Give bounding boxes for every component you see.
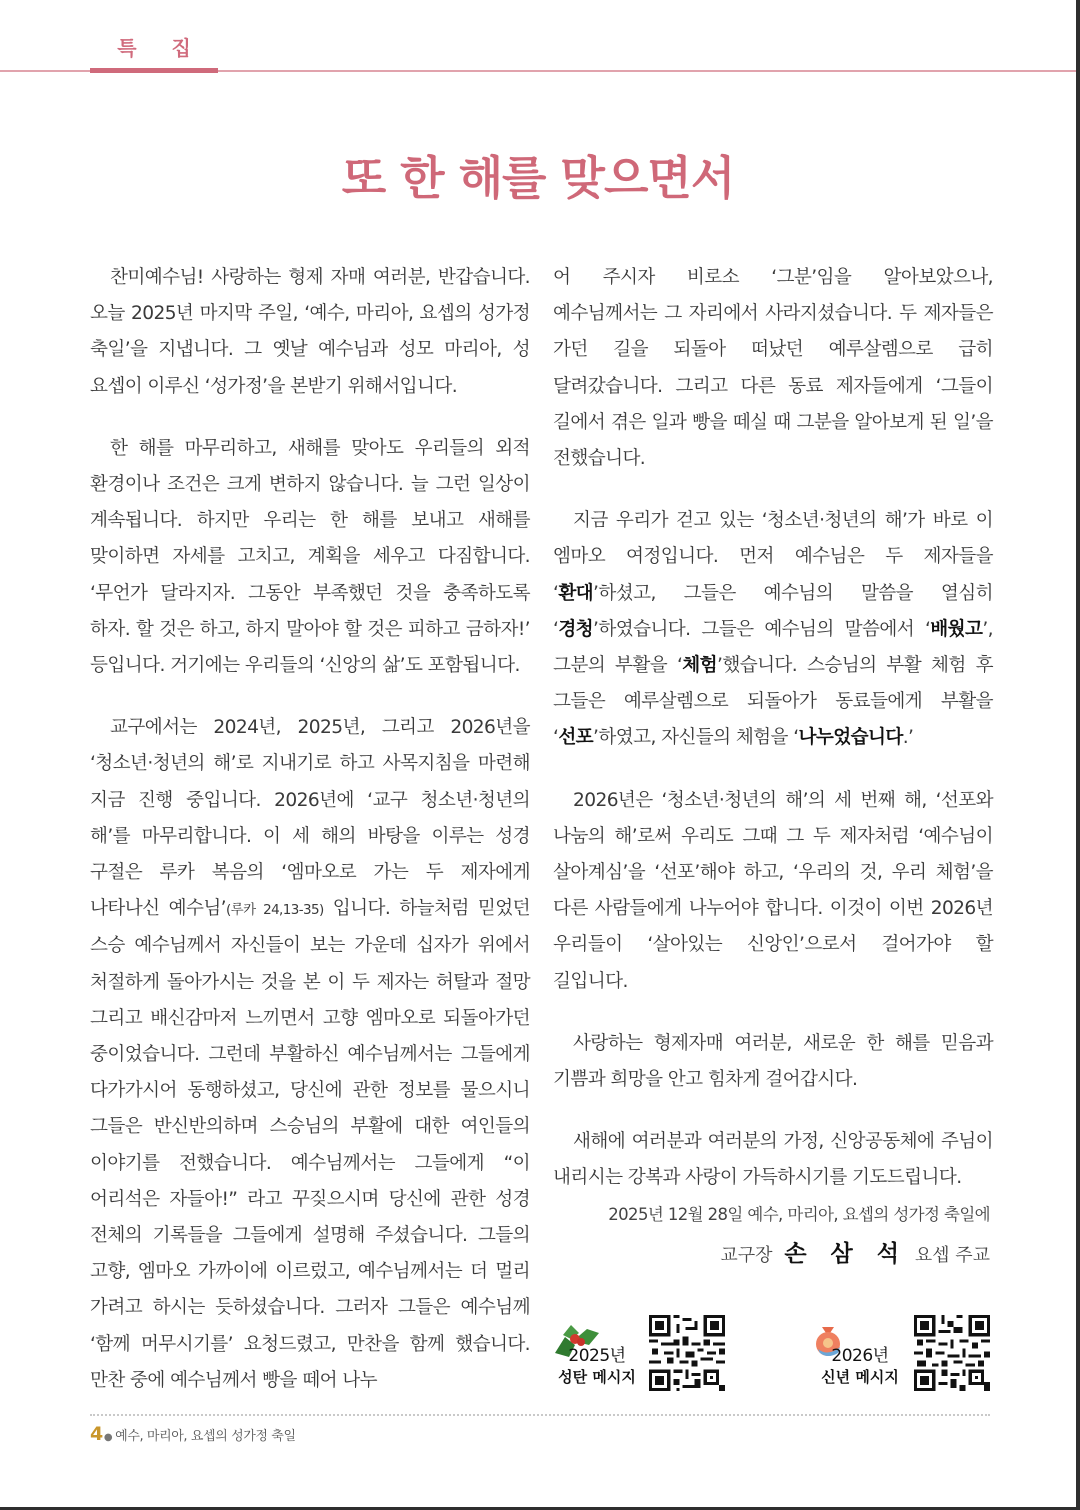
qr-year: 2025년 xyxy=(568,1346,626,1366)
signature-block xyxy=(553,1200,990,1276)
paragraph-text: 지금 우리가 걷고 있는 ‘청소년·청년의 해’가 바로 이 엠마오 여정입니다. 먼저 예수님은 두 제자들을 ‘ xyxy=(553,510,993,604)
qr-year: 2026년 xyxy=(831,1346,889,1366)
running-title: 예수, 마리아, 요셉의 성가정 축일 xyxy=(115,1429,296,1444)
signature-date: 2025년 12월 28일 예수, 마리아, 요셉의 성가정 축일에 xyxy=(608,1205,990,1224)
footer-rule xyxy=(90,1414,990,1416)
signature-title: 교구장 xyxy=(720,1245,773,1266)
paragraph-text: ’하셨고, 그들은 예수님의 말씀을 열심히 ‘ xyxy=(553,582,993,640)
paragraph-text: ’하였고, 자신들의 체험을 ‘ xyxy=(593,727,799,749)
qr-caption: 성탄 메시지 xyxy=(558,1368,636,1386)
paragraph: 어 주시자 비로소 ‘그분’임을 알아보았으나, 예수님께서는 그 자리에서 사라지셨습니다. 두 제자들은 가던 길을 되돌아 떠났던 예루살렘으로 급히 달려갔습니다. 그리고 다른 동료 제자들에게 ‘그들이 길에서 겪은 일과 빵을 떼실 때 그분을 알아보게 된 일’을 전했습니다. xyxy=(553,267,993,470)
right-column xyxy=(553,260,993,1223)
header-rule-accent xyxy=(90,68,218,73)
qr-code-icon[interactable] xyxy=(914,1315,990,1391)
qr-code-icon[interactable] xyxy=(649,1315,725,1391)
paragraph-text: 입니다. 하늘처럼 믿었던 스승 예수님께서 자신들이 보는 가운데 십자가 위에서 처절하게 돌아가시는 것을 본 이 두 제자는 허탈과 절망 그리고 배신감마저 느끼면서 고향 엠마오로 되돌아가던 중이었습니다. 그런데 부활하신 예수님께서는 그들에게 다가가시어 동행하셨고, 당신에 관한 정보를 물으시니 그들은 반신반의하며 스승님의 부활에 대한 여인들의 이야기를 전했습니다. 예수님께서는 그들에게 “이 어리석은 자들아!” 라고 꾸짖으시며 당신에 관한 성경 전체의 기록들을 그들에게 설명해 주셨습니다. 그들의 고향, 엠마오 가까이에 이르렀고, 예수님께서는 더 멀리 가려고 하시는 듯하셨습니다. 그러자 그들은 예수님께 ‘함께 머무시기를’ 요청드렸고, 만찬을 함께 했습니다. 만찬 중에 예수님께서 빵을 떼어 나누 xyxy=(90,898,531,1391)
article-title: 또 한 해를 맞으면서 xyxy=(341,151,735,205)
bible-reference: (루카 24,13-35) xyxy=(226,902,324,919)
signature-name: 손 삼 석 xyxy=(784,1241,907,1267)
page-footer xyxy=(90,1423,296,1445)
emphasis: 환대 xyxy=(558,582,594,604)
bullet-icon: ● xyxy=(103,1432,113,1443)
signature-name-line xyxy=(553,1234,990,1276)
paragraph-text: ’, 그분의 부활을 ‘ xyxy=(553,618,993,677)
paragraph: 새해에 여러분과 여러분의 가정, 신앙공동체에 주님이 내리시는 강복과 사랑이 가득하시기를 기도드립니다. xyxy=(553,1131,993,1189)
qr-caption: 신년 메시지 xyxy=(821,1368,899,1386)
page-number: 4 xyxy=(90,1423,103,1445)
paragraph-text: .’ xyxy=(902,727,914,749)
emphasis: 선포 xyxy=(558,727,594,749)
paragraph-text: ’하였습니다. 그들은 예수님의 말씀에서 ‘ xyxy=(593,618,931,640)
emphasis: 경청 xyxy=(558,618,594,640)
emphasis: 나누었습니다 xyxy=(798,727,903,749)
paragraph xyxy=(90,710,530,1399)
paragraph: 한 해를 마무리하고, 새해를 맞아도 우리들의 외적 환경이나 조건은 크게 변하지 않습니다. 늘 그런 일상이 계속됩니다. 하지만 우리는 한 해를 보내고 새해를 맞이하면 자세를 고치고, 계획을 세우고 다짐합니다. ‘무언가 달라지자. 그동안 부족했던 것을 충족하도록 하자. 할 것은 하고, 하지 말아야 할 것은 피하고 금하자!’ 등입니다. 거기에는 우리들의 ‘신앙의 삶’도 포함됩니다. xyxy=(90,437,530,677)
christmas-message-qr-link[interactable] xyxy=(553,1315,725,1393)
emphasis: 체험 xyxy=(682,655,718,677)
paragraph: 찬미예수님! 사랑하는 형제 자매 여러분, 반갑습니다. 오늘 2025년 마지막 주일, ‘예수, 마리아, 요셉의 성가정 축일’을 지냅니다. 그 옛날 예수님과 성모 마리아, 성 요셉이 이루신 ‘성가정’을 본받기 위해서입니다. xyxy=(90,267,530,397)
window-edge-right xyxy=(1076,0,1080,1510)
qr-label xyxy=(816,1345,904,1387)
qr-label xyxy=(553,1345,641,1387)
signature-role: 요셉 주교 xyxy=(914,1245,990,1266)
paragraph-text: 교구에서는 2024년, 2025년, 그리고 2026년을 ‘청소년·청년의 해’로 지내기로 하고 사목지침을 마련해 지금 진행 중입니다. 2026년에 ‘교구 청소년·청년의 해’를 마무리합니다. 이 세 해의 바탕을 이루는 성경 구절은 루카 복음의 ‘엠마오로 가는 두 제자에게 나타나신 예수님’ xyxy=(90,717,530,920)
section-tag: 특 집 xyxy=(117,36,205,60)
paragraph: 2026년은 ‘청소년·청년의 해’의 세 번째 해, ‘선포와 나눔의 해’로써 우리도 그때 그 두 제자처럼 ‘예수님이 살아계심’을 ‘선포’해야 하고, ‘우리의 것, 우리 체험’을 다른 사람들에게 나누어야 합니다. 이것이 이번 2026년 우리들이 ‘살아있는 신앙인’으로서 걸어가야 할 길입니다. xyxy=(553,789,993,992)
paragraph: 사랑하는 형제자매 여러분, 새로운 한 해를 믿음과 기쁨과 희망을 안고 힘차게 걸어갑시다. xyxy=(553,1032,993,1091)
emphasis: 배웠고 xyxy=(930,618,983,640)
paragraph xyxy=(553,503,993,756)
paragraph-text: ’했습니다. 스승님의 부활 체험 후 그들은 예루살렘으로 되돌아가 동료들에게 부활을 ‘ xyxy=(553,655,993,749)
new-year-message-qr-link[interactable] xyxy=(812,1315,990,1393)
left-column xyxy=(90,260,530,1425)
